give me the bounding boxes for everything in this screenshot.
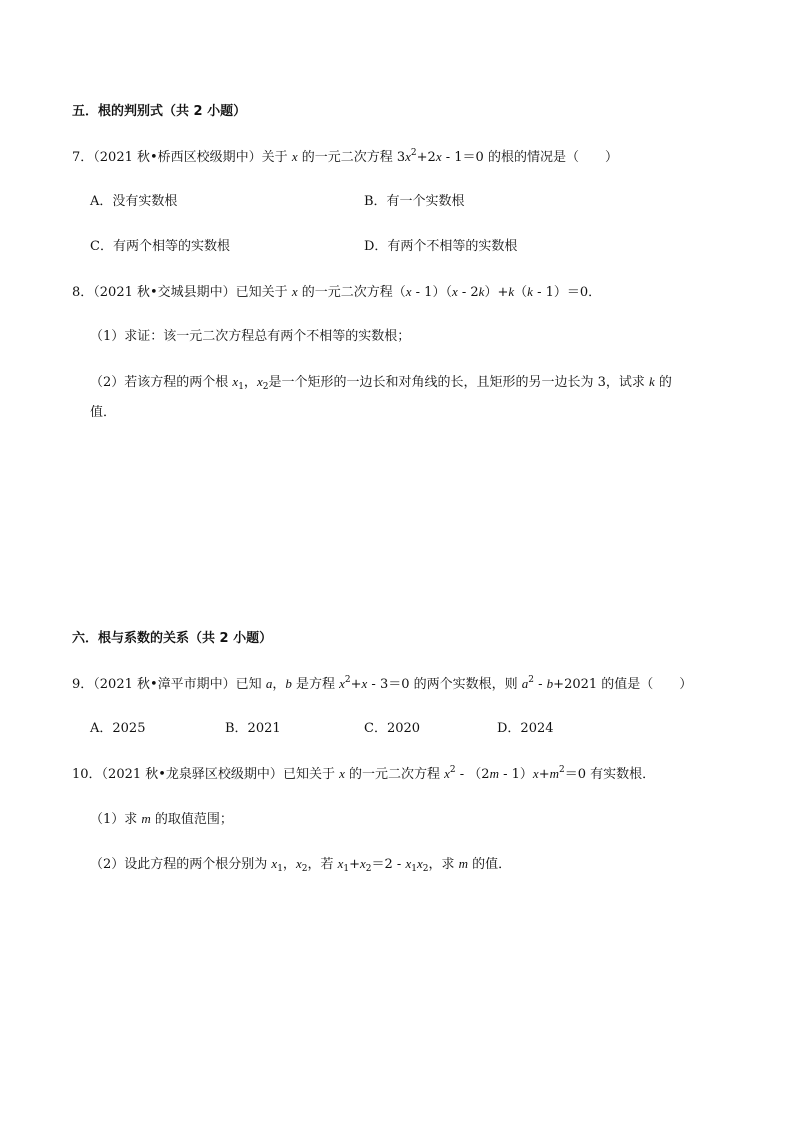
math-variable: k	[478, 284, 485, 299]
math-variable: x	[405, 149, 411, 164]
math-variable: m	[141, 811, 151, 826]
subscript: 1	[238, 382, 244, 392]
question-text: ，求	[428, 857, 459, 872]
question-9	[72, 675, 692, 694]
question-8-part-1: （1）求证：该一元二次方程总有两个不相等的实数根；	[90, 329, 411, 344]
math-variable: x	[405, 284, 412, 299]
section-heading-6: 六．根与系数的关系（共 2 小题）	[72, 631, 273, 646]
question-text: ，	[243, 375, 257, 390]
question-text: - 1＝0 的根的情况是（ ）	[441, 150, 618, 165]
math-variable: x	[337, 856, 344, 871]
question-text: ＝2 -	[371, 857, 406, 872]
question-text: （2）若该方程的两个根	[90, 375, 233, 390]
question-number: 9．	[72, 677, 94, 692]
math-variable: x	[416, 856, 423, 871]
question-text: - 1）	[498, 767, 533, 782]
question-text: ＝0 有实数根．	[564, 767, 656, 782]
subscript: 2	[365, 864, 372, 874]
math-variable: x	[232, 374, 239, 389]
math-variable: b	[285, 676, 292, 691]
math-variable: x	[405, 856, 412, 871]
math-variable: x	[291, 284, 298, 299]
option-a: A．2025	[90, 721, 146, 736]
question-text: 的值．	[468, 857, 512, 872]
question-text: +	[538, 767, 550, 782]
math-variable: m	[549, 766, 559, 781]
question-number: 8．	[72, 285, 94, 300]
option-b: B．有一个实数根	[364, 194, 465, 209]
math-variable: k	[508, 284, 515, 299]
question-text: 的一元二次方程	[344, 767, 445, 782]
question-text: 已知关于	[282, 767, 340, 782]
question-8-part-2	[90, 373, 672, 392]
subscript: 2	[422, 864, 429, 874]
math-variable: x	[271, 856, 278, 871]
exponent: 2	[410, 148, 417, 158]
question-source: （2021 秋•龙泉驿区校级期中）	[101, 767, 283, 782]
subscript: 2	[262, 382, 269, 392]
question-10-part-2	[90, 855, 511, 874]
question-text: +2021 的值是（ ）	[553, 677, 693, 692]
question-text: +2	[416, 150, 436, 165]
question-text: 的	[654, 375, 672, 390]
question-7	[72, 148, 618, 167]
question-text: +	[350, 677, 362, 692]
math-variable: x	[451, 284, 458, 299]
question-text: 的取值范围；	[150, 812, 233, 827]
question-text: （	[514, 285, 528, 300]
math-variable: a	[265, 676, 273, 691]
question-text: ，	[272, 677, 286, 692]
subscript: 1	[277, 864, 283, 874]
question-text: - 1）（	[411, 285, 452, 300]
math-variable: x	[361, 676, 368, 691]
question-text: （2）设此方程的两个根分别为	[90, 857, 272, 872]
option-c: C．2020	[364, 721, 421, 736]
question-text: ，若	[307, 857, 338, 872]
exponent: 2	[558, 765, 565, 775]
math-variable: m	[458, 856, 469, 871]
question-text: - 2	[457, 285, 479, 300]
question-text: ）+	[484, 285, 509, 300]
question-8	[72, 283, 601, 302]
exponent: 2	[449, 765, 456, 775]
subscript: 2	[301, 864, 308, 874]
question-10	[72, 765, 655, 784]
question-8-part-2-continued: 值．	[90, 405, 117, 420]
question-source: （2021 秋•漳平市期中）	[93, 677, 236, 692]
question-text: 的一元二次方程 3	[297, 150, 406, 165]
math-variable: x	[360, 856, 366, 871]
question-text: - 1）＝0．	[532, 285, 602, 300]
math-variable: x	[339, 676, 345, 691]
question-source: （2021 秋•桥西区校级期中）	[93, 150, 262, 165]
question-10-part-1	[90, 810, 233, 829]
math-variable: x	[532, 766, 539, 781]
option-b: B．2021	[225, 721, 281, 736]
question-text: 关于	[261, 150, 292, 165]
math-variable: m	[489, 766, 499, 781]
question-number: 10．	[72, 767, 102, 782]
option-c: C．有两个相等的实数根	[90, 239, 230, 254]
question-text: ，	[282, 857, 296, 872]
question-number: 7．	[72, 150, 94, 165]
option-d: D．2024	[497, 721, 554, 736]
subscript: 1	[411, 864, 417, 874]
math-variable: a	[521, 676, 529, 691]
question-text: （1）求	[90, 812, 142, 827]
exponent: 2	[344, 675, 351, 685]
question-text: - （2	[455, 767, 490, 782]
subscript: 1	[343, 864, 350, 874]
math-variable: x	[291, 149, 298, 164]
math-variable: k	[649, 374, 655, 389]
section-heading-5: 五．根的判别式（共 2 小题）	[72, 104, 247, 119]
math-variable: x	[295, 856, 302, 871]
question-text: 是一个矩形的一边长和对角线的长，且矩形的另一边长为 3，试求	[268, 375, 649, 390]
question-text: 的一元二次方程（	[297, 285, 406, 300]
question-source: （2021 秋•交城县期中）	[93, 285, 236, 300]
math-variable: x	[435, 149, 442, 164]
option-d: D．有两个不相等的实数根	[364, 239, 518, 254]
exponent: 2	[528, 675, 534, 685]
math-variable: b	[546, 676, 554, 691]
question-text: 已知关于	[235, 285, 292, 300]
question-text: 已知	[235, 677, 266, 692]
question-text: 是方程	[291, 677, 340, 692]
question-text: +	[349, 857, 361, 872]
math-variable: x	[444, 766, 450, 781]
math-variable: k	[527, 284, 533, 299]
math-variable: x	[256, 374, 263, 389]
question-text: -	[534, 677, 547, 692]
math-variable: x	[339, 766, 345, 781]
option-a: A．没有实数根	[90, 194, 178, 209]
question-text: - 3＝0 的两个实数根，则	[367, 677, 522, 692]
